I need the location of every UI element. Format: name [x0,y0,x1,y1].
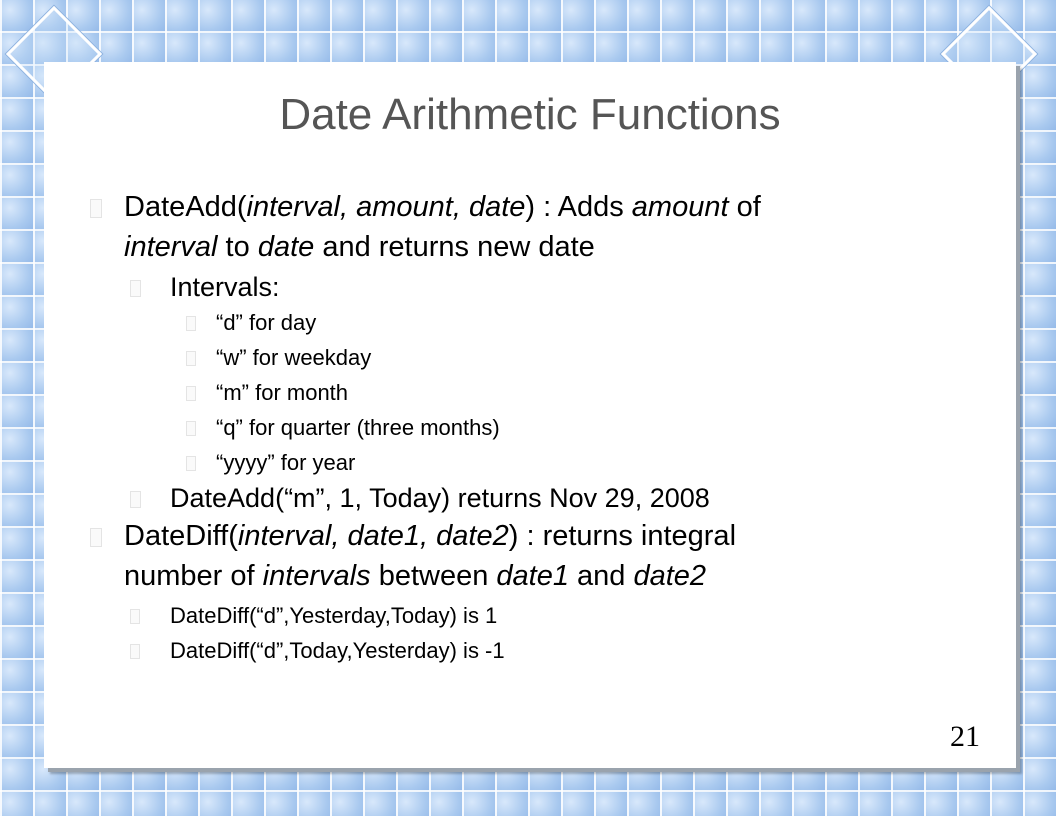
bullet-icon [90,199,102,218]
bullet-list [124,187,1004,668]
list-item-datediff: DateDiff(interval, date1, date2) : returns integral number of intervals between date1 and date2 [124,516,1004,596]
slide-title: Date Arithmetic Functions [279,90,781,139]
list-item-dateadd-example: DateAdd(“m”, 1, Today) returns Nov 29, 2008 [124,480,1004,516]
list-item-interval: “q” for quarter (three months) [124,410,1004,445]
bullet-icon [186,456,196,471]
bullet-icon [130,644,140,659]
page-number: 21 [950,720,980,753]
list-item-datediff-example: DateDiff(“d”,Yesterday,Today) is 1 [124,598,1004,633]
bullet-icon [186,386,196,401]
list-item-interval: “m” for month [124,375,1004,410]
list-item-interval: “w” for weekday [124,340,1004,375]
bullet-icon [186,316,196,331]
bullet-icon [186,421,196,436]
bullet-icon [130,491,141,508]
bullet-icon [130,609,140,624]
list-item-interval: “yyyy” for year [124,445,1004,480]
slide [44,62,1016,768]
list-item-interval: “d” for day [124,305,1004,340]
list-item-datediff-example: DateDiff(“d”,Today,Yesterday) is -1 [124,633,1004,668]
list-item-dateadd: DateAdd(interval, amount, date) : Adds amount of interval to date and returns new date [124,187,1004,267]
list-item-intervals: Intervals: [124,269,1004,305]
bullet-icon [90,528,102,547]
bullet-icon [130,280,141,297]
bullet-icon [186,351,196,366]
